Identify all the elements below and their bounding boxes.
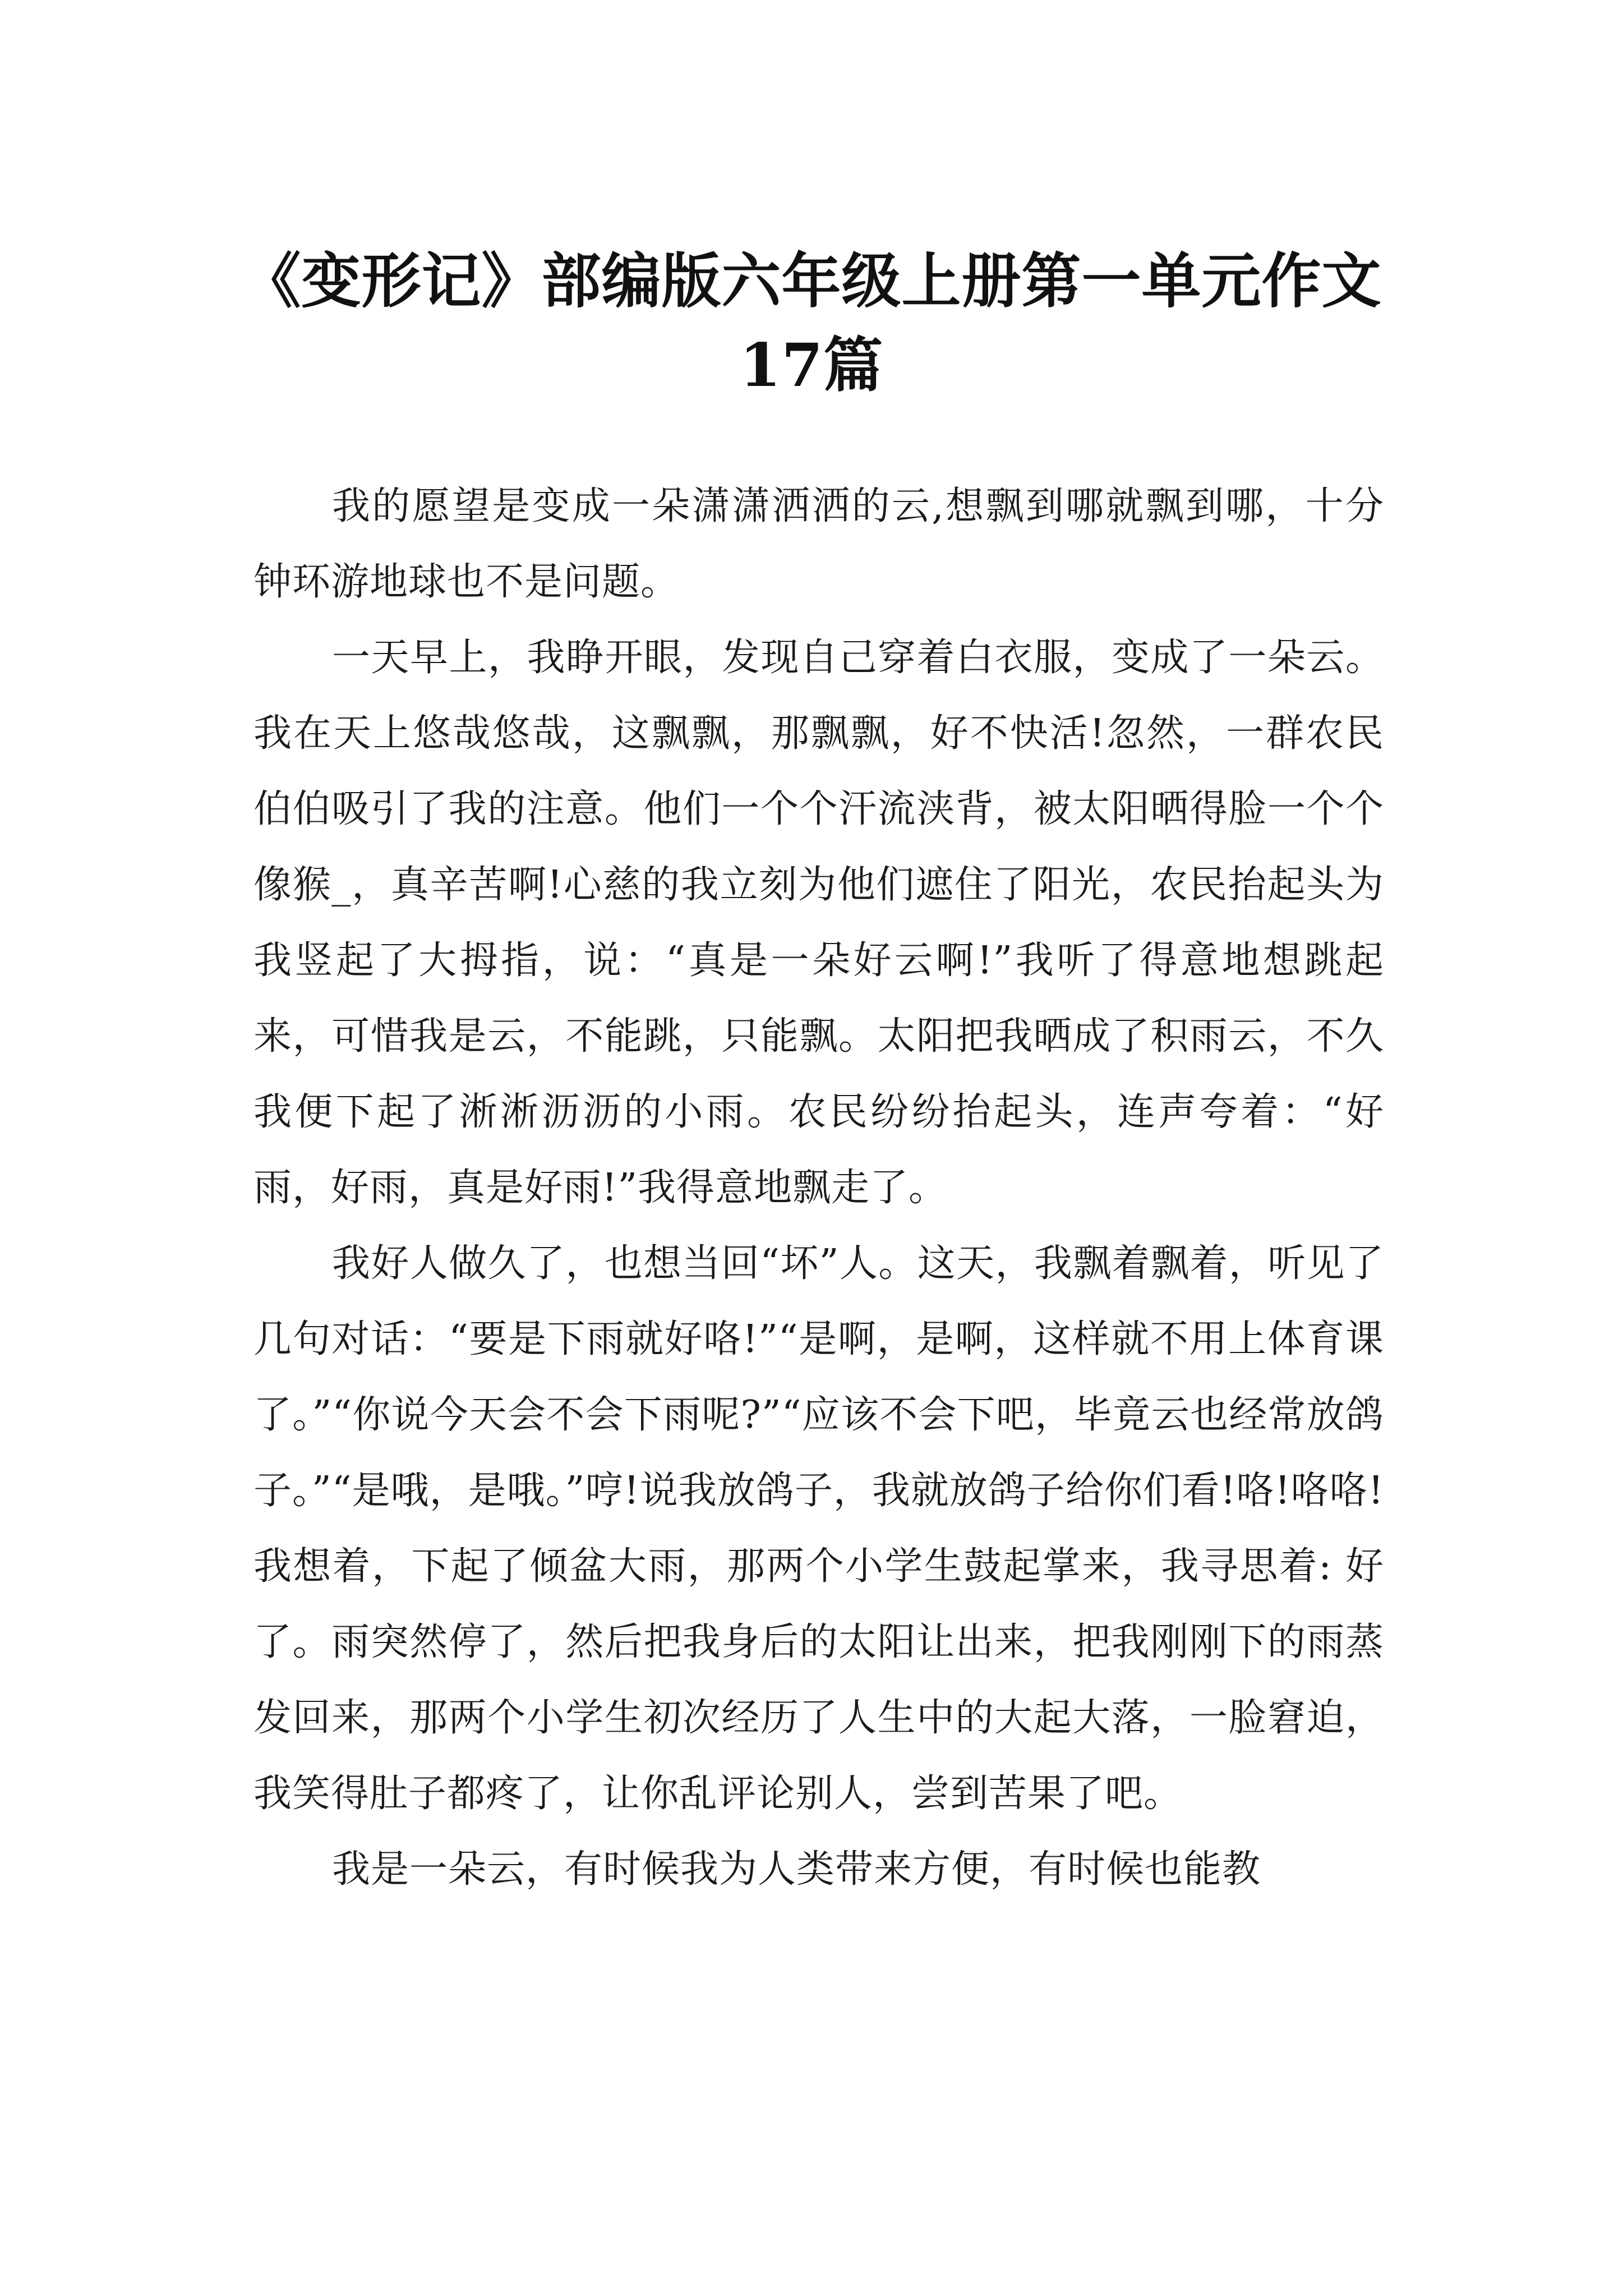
- document-body: [253, 468, 1384, 1907]
- title-line-1: 《变形记》部编版六年级上册第一单元作文: [241, 246, 1382, 316]
- title-line-2: 17篇: [739, 330, 884, 401]
- paragraph-2: 一天早上，我睁开眼，发现自己穿着白衣服，变成了一朵云。我在天上悠哉悠哉，这飘飘，那飘飘，好不快活!忽然，一群农民伯伯吸引了我的注意。他们一个个汗流浃背，被太阳晒得脸一个个像猴_，真辛苦啊!心慈的我立刻为他们遮住了阳光，农民抬起头为我竖起了大拇指，说：“真是一朵好云啊!”我听了得意地想跳起来，可惜我是云，不能跳，只能飘。太阳把我晒成了积雨云，不久我便下起了淅淅沥沥的小雨。农民纷纷抬起头，连声夸着：“好雨，好雨，真是好雨!”我得意地飘走了。: [253, 636, 1384, 1210]
- document-title: [112, 239, 1511, 407]
- paragraph-3: 我好人做久了，也想当回“坏”人。这天，我飘着飘着，听见了几句对话：“要是下雨就好咯!”“是啊，是啊，这样就不用上体育课了。”“你说今天会不会下雨呢?”“应该不会下吧，毕竟云也经常放鸽子。”“是哦，是哦。”哼!说我放鸽子，我就放鸽子给你们看!咯!咯咯!我想着，下起了倾盆大雨，那两个小学生鼓起掌来，我寻思着: 好了。雨突然停了，然后把我身后的太阳让出来，把我刚刚下的雨蒸发回来，那两个小学生初次经历了人生中的大起大落，一脸窘迫，我笑得肚子都疼了，让你乱评论别人，尝到苦果了吧。: [253, 1241, 1384, 1816]
- paragraph-4: 我是一朵云，有时候我为人类带来方便，有时候也能教: [332, 1847, 1261, 1892]
- paragraph-1: 我的愿望是变成一朵潇潇洒洒的云,想飘到哪就飘到哪，十分钟环游地球也不是问题。: [253, 484, 1384, 604]
